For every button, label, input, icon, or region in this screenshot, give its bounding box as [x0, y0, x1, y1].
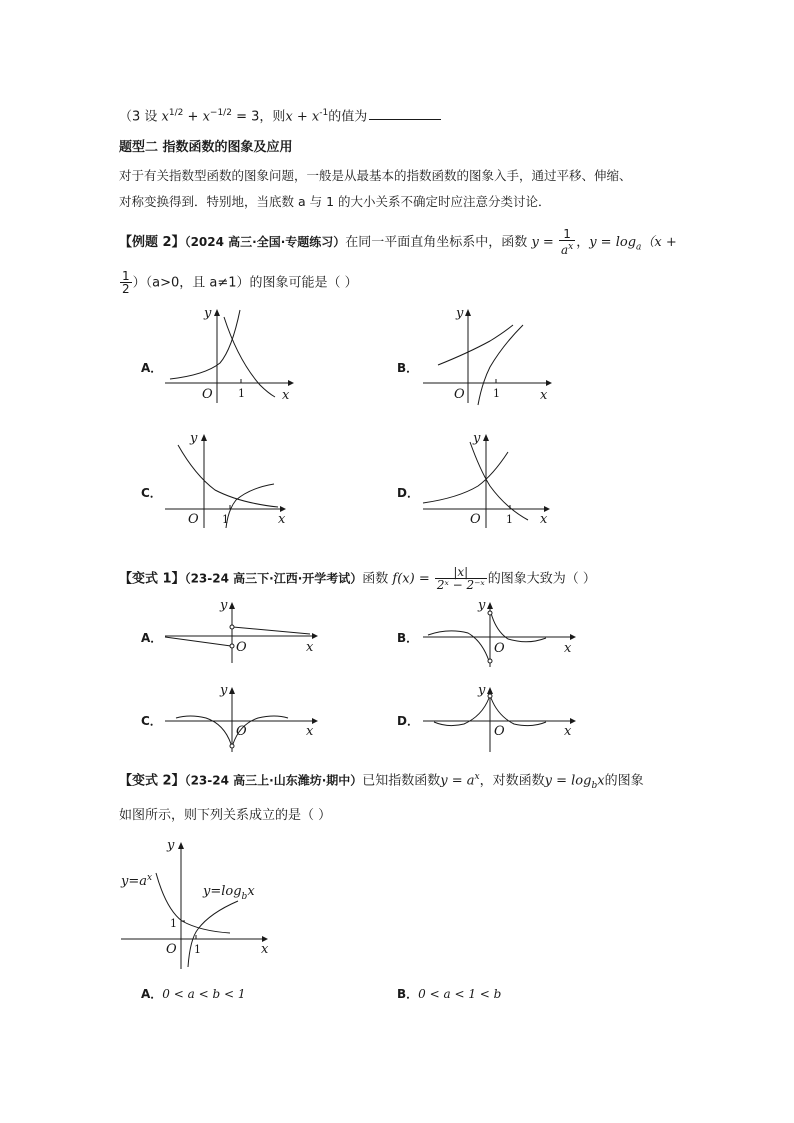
svg-text:x: x: [564, 724, 572, 739]
example-2-text: 在同一平面直角坐标系中，函数: [345, 235, 528, 250]
ex2-graph-b[interactable]: [418, 305, 553, 405]
x-label: x: [282, 388, 290, 403]
ex2-graph-c[interactable]: [160, 430, 295, 530]
ex2-option-d-label[interactable]: D．: [397, 486, 419, 500]
label-log-fn: $y=\log_bx$: [203, 884, 255, 902]
var2-option-b-label: B．: [397, 987, 419, 1001]
variant-1-tag: 【变式 1】: [119, 571, 185, 587]
y-arrow: [214, 309, 220, 316]
svg-text:O: O: [454, 387, 465, 402]
example-2-y-eq: y =: [531, 235, 554, 250]
svg-text:x: x: [306, 724, 314, 739]
curve-log-decreasing: [470, 442, 528, 520]
curve-right: [233, 627, 310, 634]
q3-term-b: x: [202, 109, 210, 125]
ex2-option-a-label[interactable]: A．: [141, 361, 163, 375]
example-2-log: y = log: [589, 235, 637, 250]
var2-option-b[interactable]: [397, 987, 501, 1003]
ex2-option-c-label[interactable]: C．: [141, 486, 162, 500]
q3-suffix: 的值为: [328, 109, 368, 125]
variant-2-log-fn: y = log: [544, 773, 592, 789]
var2-option-b-text: 0 < a < 1 < b: [418, 987, 502, 1001]
question-3: [119, 108, 441, 126]
variant-2-text1: 已知指数函数: [362, 773, 441, 789]
q3-term-a: x: [161, 109, 169, 125]
variant-2-line1: [119, 772, 644, 793]
curve-left: [428, 631, 489, 661]
var1-graph-b[interactable]: [418, 595, 578, 670]
variant-2-tag: 【变式 2】: [119, 773, 185, 789]
svg-text:O: O: [470, 512, 481, 527]
var1-option-d-label[interactable]: D．: [397, 714, 419, 728]
variant-2-source: （23-24 高三上·山东潍坊·期中）: [184, 773, 363, 788]
variant-1-tail: 的图象大致为（ ）: [487, 571, 596, 587]
curve-exp-increasing: [438, 325, 513, 365]
q3-plus: +: [187, 109, 199, 125]
q3-exp-b: −1/2: [209, 108, 232, 118]
svg-text:y: y: [478, 598, 486, 613]
variant-1-denominator: 2ˣ − 2⁻ˣ: [436, 578, 485, 592]
svg-text:x: x: [540, 512, 548, 527]
svg-text:O: O: [166, 942, 177, 957]
curve-exp-decreasing: [178, 445, 278, 507]
example-2-tag: 【例题 2】: [119, 235, 185, 250]
svg-text:O: O: [188, 512, 199, 527]
q3-prefix: （3 设: [119, 109, 158, 125]
variant-1-fraction: [435, 566, 487, 592]
variant-2-log-fn-base: b: [591, 780, 598, 791]
example-2-sep: ，: [576, 235, 590, 250]
y-label: y: [204, 306, 212, 321]
variant-1-fx: f(x) =: [392, 571, 430, 587]
one-label: 1: [238, 387, 245, 400]
curve-log-increasing: [478, 325, 523, 405]
example-2-fraction: [559, 228, 575, 257]
svg-text:1: 1: [170, 917, 177, 930]
variant-2-line2: 如图所示，则下列关系成立的是（ ）: [119, 808, 332, 823]
open-point-bottom: [230, 644, 234, 648]
section-desc-line1: 对于有关指数型函数的图象问题，一般是从最基本的指数函数的图象入手，通过平移、伸缩、: [119, 168, 632, 183]
curve-exp-increasing: [423, 452, 508, 503]
svg-text:x: x: [564, 641, 572, 656]
svg-text:1: 1: [194, 943, 201, 956]
var2-option-a-label: A．: [141, 987, 163, 1001]
svg-text:y: y: [167, 838, 175, 853]
example-2-tail: ）（a>0，且 a≠1）的图象可能是（ ）: [132, 275, 358, 291]
q3-target: x + x: [285, 109, 320, 125]
variant-1-source: （23-24 高三下·江西·开学考试）: [184, 571, 363, 586]
section-desc-line2: 对称变换得到．特别地，当底数 a 与 1 的大小关系不确定时应注意分类讨论．: [119, 194, 551, 209]
curve-exp-decreasing: [156, 873, 230, 933]
ex2-graph-a[interactable]: [160, 305, 295, 405]
svg-text:x: x: [261, 942, 269, 957]
svg-text:y: y: [478, 683, 486, 698]
variant-1-text: 函数: [362, 571, 389, 587]
var1-option-a-label[interactable]: A．: [141, 631, 163, 645]
curve-log-increasing: [188, 901, 238, 967]
variant-1-line: [119, 566, 596, 592]
answer-blank: [369, 109, 441, 120]
q3-exp-a: 1/2: [168, 108, 184, 118]
svg-text:y: y: [473, 431, 481, 446]
svg-text:O: O: [236, 640, 247, 655]
variant-1-numerator: |x|: [453, 565, 469, 579]
var2-graph[interactable]: [118, 835, 283, 970]
svg-text:1: 1: [506, 513, 513, 526]
half-fraction: $\frac{1}{2}$: [122, 269, 130, 296]
var1-graph-a[interactable]: [160, 595, 320, 665]
curve-left: [176, 716, 231, 744]
var1-option-b-label[interactable]: B．: [397, 631, 419, 645]
svg-text:O: O: [236, 724, 247, 739]
var2-option-a[interactable]: [141, 987, 245, 1003]
ex2-graph-d[interactable]: [418, 430, 553, 530]
variant-2-exp-fn-sup: x: [474, 772, 480, 782]
var1-option-c-label[interactable]: C．: [141, 714, 162, 728]
section-title: 题型二 指数函数的图象及应用: [119, 140, 293, 155]
variant-2-exp-fn: y = a: [440, 773, 475, 789]
var1-graph-c[interactable]: [160, 680, 320, 755]
q3-target-exp: -1: [319, 108, 329, 118]
example-2-source: （2024 高三·全国·专题练习）: [184, 235, 346, 249]
svg-text:y: y: [220, 683, 228, 698]
svg-text:O: O: [494, 641, 505, 656]
origin-label: O: [202, 387, 213, 402]
example-2-line1: [119, 228, 677, 257]
svg-text:x: x: [278, 512, 286, 527]
x-arrow: [288, 380, 294, 386]
ex2-option-b-label[interactable]: B．: [397, 361, 419, 375]
example-2-log-tail: （x +: [641, 235, 677, 250]
svg-text:x: x: [306, 640, 314, 655]
q3-eq: = 3: [236, 109, 260, 125]
svg-text:1: 1: [222, 513, 229, 526]
label-exp-fn: $y=a^x$: [121, 873, 153, 889]
svg-text:1: 1: [493, 387, 500, 400]
q3-mid: ，则: [259, 109, 286, 125]
curve-left: [165, 637, 231, 646]
frac-denominator: $a^x$: [560, 242, 574, 257]
svg-text:O: O: [494, 724, 505, 739]
example-2-log-base: a: [636, 242, 642, 253]
frac-numerator: 1: [563, 227, 571, 241]
svg-text:x: x: [540, 388, 548, 403]
variant-2-text3: 的图象: [604, 773, 644, 789]
variant-2-text2: ，对数函数: [479, 773, 545, 789]
var2-option-a-text: 0 < a < b < 1: [162, 987, 246, 1001]
svg-text:y: y: [190, 431, 198, 446]
svg-text:y: y: [456, 306, 464, 321]
curve-decreasing: [224, 317, 275, 397]
open-point-top: [230, 625, 234, 629]
svg-text:y: y: [220, 598, 228, 613]
example-2-line2: [119, 270, 358, 296]
var1-graph-d[interactable]: [418, 680, 578, 755]
variant-2-log-fn-arg: x: [597, 773, 605, 789]
